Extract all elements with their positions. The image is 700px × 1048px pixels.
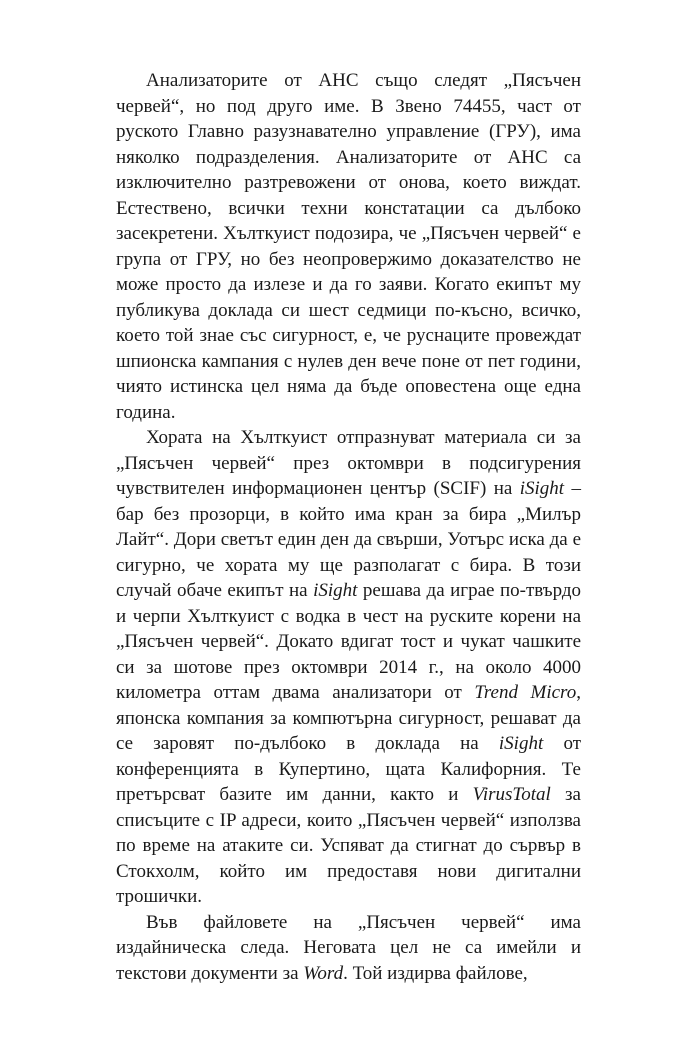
text-run: Хората на Хълткуист отпразнуват материала си за „Пясъчен червей“ през октомври в подсигурения чувствителен информационен център (SCIF) на: [116, 427, 581, 499]
text-run: Във файловете на „Пясъчен червей“ има издайническа следа. Неговата цел не са имейли и текстови документи за: [116, 911, 581, 984]
body-text: [116, 68, 581, 986]
italic-term: iSight: [498, 733, 544, 754]
italic-term: iSight: [313, 580, 358, 601]
paragraph-1: [116, 68, 581, 425]
text-run: Анализаторите от АНС също следят „Пясъчен червей“, но под друго име. В Звено 74455, част от руското Главно разузнавателно управление (ГРУ), има няколко подразделения. Анализаторите от АНС са изключително разтревожени от онова, което виждат. Естествено, всички техни констатации са дълбоко засекретени. Хълткуист подозира, че „Пясъчен червей“ е група от ГРУ, но без неопровержимо доказателство не може просто да излезе и да го заяви. Когато екипът му публикува доклада си шест седмици по-късно, всичко, което той знае със сигурност, е, че руснаците провеждат шпионска кампания с нулев ден вече поне от пет години, чиято истинска цел няма да бъде оповестена още една година.: [116, 70, 581, 423]
text-run: – бар без прозорци, в който има кран за бира „Милър Лайт“. Дори светът един ден да свърши, Уотърс иска да е сигурно, че хората му ще разполагат с бира. В този случай обаче екипът на: [116, 478, 582, 601]
italic-term: VirusTotal: [472, 784, 551, 805]
paragraph-2: [116, 425, 581, 910]
italic-term: Word: [303, 962, 344, 984]
text-run: от конференцията в Купертино, щата Калифорния. Те претърсват базите им данни, както и: [116, 733, 582, 805]
italic-term: Trend Micro: [474, 682, 577, 703]
text-run: , японска компания за компютърна сигурност, решават да се заровят по-дълбоко в доклада на: [116, 682, 581, 754]
text-run: решава да играе по-твърдо и черпи Хълткуист с водка в чест на руските корени на „Пясъчен червей“. Докато вдигат тост и чукат чашките си за шотове през октомври 2014 г., на около 4000 километра оттам двама анализатори от: [116, 580, 581, 703]
text-run: за списъците с IP адреси, които „Пясъчен червей“ използва по време на атаките си. Успяват да стигнат до сървър в Стокхолм, който им предоставя нови дигитални трошички.: [116, 784, 581, 907]
italic-term: iSight: [519, 478, 565, 499]
text-run: . Той издирва файлове,: [343, 962, 528, 984]
paragraph-3: [116, 910, 581, 987]
